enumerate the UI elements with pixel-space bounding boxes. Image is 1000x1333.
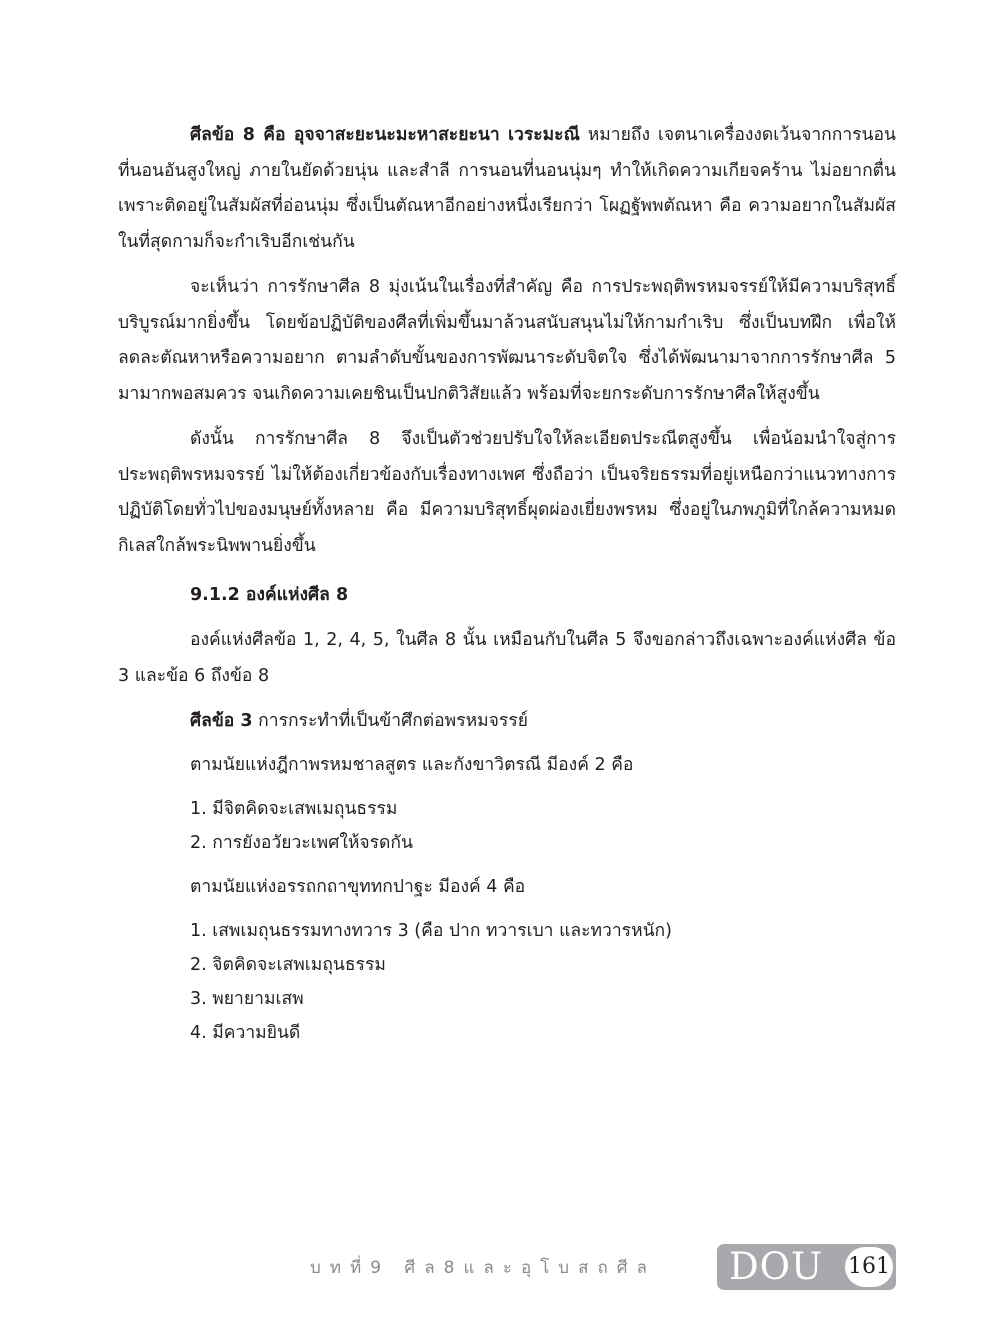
paragraph-conclusion: ดังนั้น การรักษาศีล 8 จึงเป็นตัวช่วยปรับใจให้ละเอียดประณีตสูงขึ้น เพื่อน้อมนำใจสู่การประพฤติพรหมจรรย์ ไม่ให้ต้องเกี่ยวข้องกับเรื่องทางเพศ ซึ่งถือว่า เป็นจริยธรรมที่อยู่เหนือกว่าแนวทางการปฏิบัติโดยทั่วไปของมนุษย์ทั้งหลาย คือ มีความบริสุทธิ์ผุดผ่องเยี่ยงพรหม ซึ่งอยู่ในภพภูมิที่ใกล้ความหมดกิเลสใกล้พระนิพพานยิ่งขึ้น — [118, 429, 896, 556]
list1-intro: ตามนัยแห่งฎีกาพรหมชาลสูตร และกังขาวิตรณี มีองค์ 2 คือ — [190, 755, 634, 775]
paragraph-components-intro: องค์แห่งศีลข้อ 1, 2, 4, 5, ในศีล 8 นั้น เหมือนกับในศีล 5 จึงขอกล่าวถึงเฉพาะองค์แห่งศีล ข้อ 3 และข้อ 6 ถึงข้อ 8 — [118, 630, 896, 686]
precept-8-text: หมายถึง เจตนาเครื่องงดเว้นจากการนอนที่นอนอันสูงใหญ่ ภายในยัดด้วยนุ่น และสำลี การนอนที่นอนนุ่มๆ ทำให้เกิดความเกียจคร้าน ไม่อยากตื่น เพราะติดอยู่ในสัมผัสที่อ่อนนุ่ม ซึ่งเป็นตัณหาอีกอย่างหนึ่งเรียกว่า โผฏฐัพพตัณหา คือ ความอยากในสัมผัส ในที่สุดกามก็จะกำเริบอีกเช่นกัน — [118, 125, 896, 252]
paragraph-precept-8-purpose: จะเห็นว่า การรักษาศีล 8 มุ่งเน้นในเรื่องที่สำคัญ คือ การประพฤติพรหมจรรย์ให้มีความบริสุทธิ์บริบูรณ์มากยิ่งขึ้น โดยข้อปฏิบัติของศีลที่เพิ่มขึ้นมาล้วนสนับสนุนไม่ให้กามกำเริบ ซึ่งเป็นบทฝึก เพื่อให้ลดละตัณหาหรือความอยาก ตามลำดับขั้นของการพัฒนาระดับจิตใจ ซึ่งได้พัฒนามาจากการรักษาศีล 5 มามากพอสมควร จนเกิดความเคยชินเป็นปกติวิสัยแล้ว พร้อมที่จะยกระดับการรักษาศีลให้สูงขึ้น — [118, 277, 896, 404]
page-number: 161 — [845, 1247, 893, 1287]
page-footer — [0, 1244, 1000, 1292]
list2-intro: ตามนัยแห่งอรรถกถาขุททกปาฐะ มีองค์ 4 คือ — [190, 877, 526, 897]
list-item: 4. มีความยินดี — [190, 1023, 301, 1043]
section-heading: 9.1.2 องค์แห่งศีล 8 — [190, 585, 349, 605]
page-body — [118, 118, 896, 1060]
component-list-1 — [190, 792, 896, 860]
precept-3-title: ศีลข้อ 3 — [190, 711, 253, 731]
chapter-title: บทที่9 ศีล8และอุโบสถศีล — [310, 1258, 656, 1278]
paragraph-precept-8 — [118, 118, 896, 260]
component-list-2 — [190, 914, 896, 1050]
precept-3-text: การกระทำที่เป็นข้าศึกต่อพรหมจรรย์ — [252, 711, 528, 731]
list-item: 1. เสพเมถุนธรรมทางทวาร 3 (คือ ปาก ทวารเบา และทวารหนัก) — [190, 921, 672, 941]
list-item: 2. การยังอวัยวะเพศให้จรดกัน — [190, 833, 413, 853]
list-item: 2. จิตคิดจะเสพเมถุนธรรม — [190, 955, 386, 975]
dou-logo: DOU — [729, 1245, 824, 1288]
list-item: 3. พยายามเสพ — [190, 989, 304, 1009]
precept-3-line — [190, 704, 896, 738]
precept-8-title: ศีลข้อ 8 คือ อุจจาสะยะนะมะหาสะยะนา เวระมะณี — [190, 125, 580, 145]
dou-badge — [717, 1244, 896, 1290]
list-item: 1. มีจิตคิดจะเสพเมถุนธรรม — [190, 799, 398, 819]
